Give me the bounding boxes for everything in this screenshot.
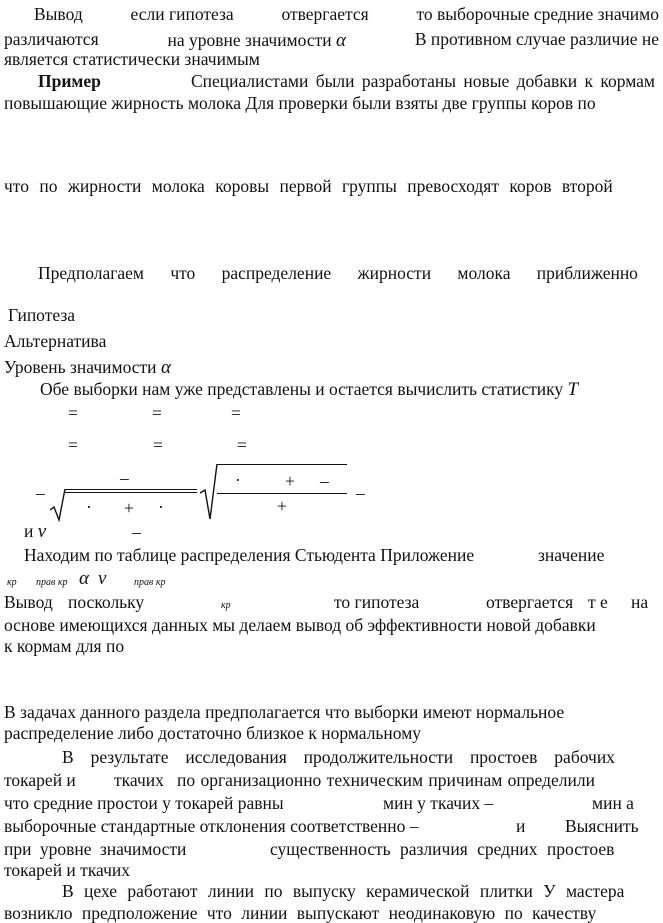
sqrt-sign-large — [200, 463, 218, 521]
word: Предполагаем — [38, 263, 144, 283]
subscript-prav-kr: прав кр — [134, 577, 166, 588]
nu-symbol: ν — [37, 521, 47, 542]
example-label: Пример — [38, 71, 101, 91]
subscript-prav-kr: прав кр — [36, 577, 68, 588]
word: что — [170, 263, 196, 283]
task2-line-2: возникло предположение что линии выпускают неодинаковую по качеству — [4, 903, 597, 923]
word: Вывод — [34, 4, 83, 24]
plus-sign: + — [124, 498, 134, 518]
nu-symbol: ν — [98, 568, 107, 589]
eq-sign: = — [152, 403, 162, 423]
para-conclusion-rule-line-2 — [4, 31, 659, 50]
task1-line-1: В результате исследования продолжительности простоев рабочих — [62, 747, 615, 767]
eq-sign: = — [237, 435, 247, 455]
dot-operator: · — [158, 497, 164, 517]
statistic-symbol: T — [567, 379, 579, 400]
minus-sign: – — [356, 483, 365, 503]
significance-level-label: Уровень значимости α — [4, 357, 171, 378]
para-conclusion-rule-line-1 — [4, 6, 659, 24]
word: на уровне значимости α — [167, 30, 346, 51]
example-line-1 — [38, 73, 655, 91]
word: распределение — [221, 263, 332, 283]
minus-sign: – — [132, 522, 141, 542]
example-text: Специалистами были разработаны новые добавки к кормам — [190, 71, 655, 91]
alpha-symbol: α — [160, 357, 171, 378]
degrees-of-freedom: и ν — [24, 521, 47, 542]
word: различаются — [4, 29, 99, 49]
word: жирности — [357, 263, 432, 283]
section-intro-line-2: распределение либо достаточно близкое к нормальному — [4, 723, 422, 743]
para-conclusion-rule-line-3: является статистически значимым — [4, 49, 260, 69]
word: то выборочные средние значимо — [416, 4, 659, 24]
plus-sign: + — [285, 471, 295, 491]
eq-sign: = — [68, 403, 78, 423]
word: если гипотеза — [130, 4, 234, 24]
section-intro-line-1: В задачах данного раздела предполагается что выборки имеют нормальное — [4, 702, 565, 722]
plus-sign: + — [277, 496, 287, 516]
alpha-symbol: α — [335, 30, 346, 51]
hypothesis-label: Гипотеза — [8, 305, 76, 325]
word: молока — [457, 263, 511, 283]
fraction-bar — [217, 493, 347, 494]
example-line-3: что по жирности молока коровы первой группы превосходят коров второй — [4, 176, 613, 196]
minus-sign: – — [320, 471, 329, 491]
dot-operator: · — [86, 497, 92, 517]
task1-line-6: токарей и ткачих — [4, 860, 131, 880]
conclusion-line-3: к кормам для по — [4, 636, 125, 656]
alpha-symbol: α — [79, 568, 89, 589]
subscript-kr: кр — [7, 577, 17, 588]
eq-sign: = — [153, 435, 163, 455]
table-lookup-value: значение — [538, 545, 605, 565]
minus-sign: – — [120, 468, 129, 488]
table-lookup-line: Находим по таблице распределения Стьюдента Приложение — [24, 545, 475, 565]
word: отвергается — [281, 4, 369, 24]
calc-intro: Обе выборки нам уже представлены и остается вычислить статистику T — [40, 379, 579, 400]
example-line-2: повышающие жирность молока Для проверки были взяты две группы коров по — [4, 93, 596, 113]
word: приближенно — [536, 263, 638, 283]
eq-sign: = — [231, 403, 241, 423]
word: В противном случае различие не — [414, 29, 659, 49]
sqrt-sign-small — [50, 488, 66, 522]
fraction-bar — [64, 492, 197, 493]
minus-sign: – — [36, 483, 45, 503]
dot-operator: · — [235, 470, 241, 490]
sqrt-overline — [217, 464, 347, 465]
conclusion-line-2: основе имеющихся данных мы делаем вывод об эффективности новой добавки — [4, 615, 596, 635]
sqrt-overline — [65, 489, 197, 490]
alternative-label: Альтернатива — [4, 331, 107, 351]
eq-sign: = — [68, 435, 78, 455]
example-line-4 — [38, 265, 638, 283]
